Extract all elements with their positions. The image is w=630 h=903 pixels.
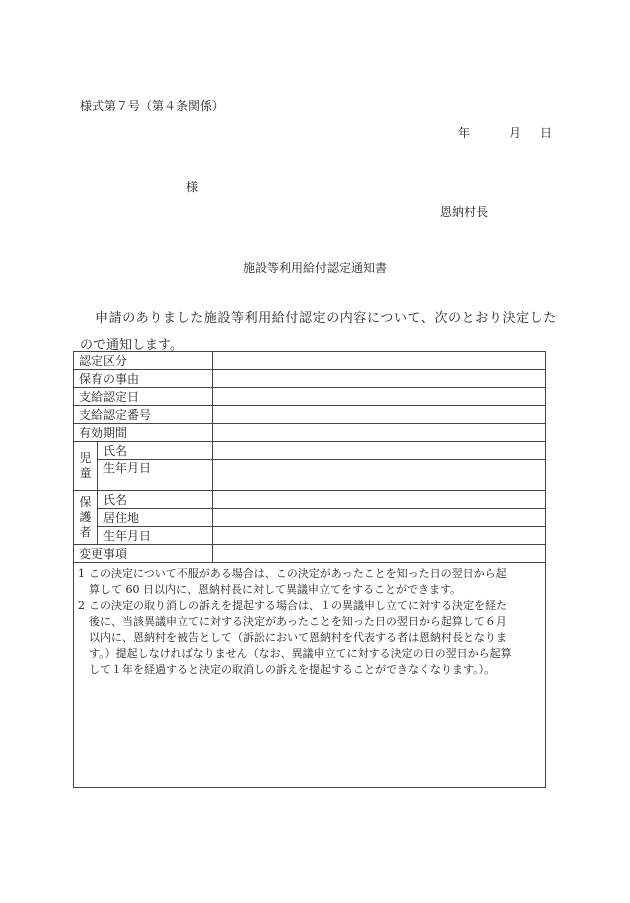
value-child-name	[213, 442, 546, 460]
table-row	[74, 563, 546, 788]
table-row	[74, 370, 546, 388]
value-payment-date	[213, 388, 546, 406]
child-label-char-1: 児	[79, 451, 92, 465]
intro-text-line-2: ので通知します。	[80, 338, 183, 353]
value-guardian-birthdate	[213, 527, 546, 545]
note-number: 1	[78, 567, 85, 580]
row-label-reason: 保育の事由	[74, 370, 213, 388]
note-line: 以内に、恩納村を被告として（訴訟において恩納村を代表する者は恩納村長となりま	[89, 631, 507, 644]
child-label-char-2: 童	[79, 466, 92, 480]
note-line: して１年を経過すると決定の取消しの訴えを提起することができなくなります。）。	[89, 663, 496, 676]
date-year-label: 年	[458, 126, 471, 140]
guardian-group-label	[74, 491, 98, 545]
guardian-label-char-3: 者	[79, 525, 92, 539]
document-title: 施設等利用給付認定通知書	[242, 261, 387, 275]
row-label-payment-number: 支給認定番号	[74, 406, 213, 424]
value-guardian-name	[213, 491, 546, 509]
table-row	[74, 442, 546, 460]
row-label-payment-date: 支給認定日	[74, 388, 213, 406]
date-day-label: 日	[540, 126, 553, 140]
table-row	[74, 424, 546, 442]
note-line: 後に、当該異議申立てに対する決定があったことを知った日の翌日から起算して６月	[89, 615, 507, 628]
addressee-suffix: 様	[186, 180, 199, 194]
value-category	[213, 352, 546, 370]
value-change	[213, 545, 546, 563]
table-row	[74, 509, 546, 527]
table-row	[74, 545, 546, 563]
guardian-label-char-2: 護	[79, 510, 92, 524]
table-row	[74, 460, 546, 491]
note-number: 2	[78, 599, 85, 612]
date-line	[458, 124, 552, 141]
row-label-guardian-name: 氏名	[98, 491, 213, 509]
note-line: この決定の取り消しの訴えを提起する場合は、１の異議申し立てに対する決定を経た	[89, 599, 507, 612]
intro-text-line-1: 申請のありました施設等利用給付認定の内容について、次のとおり決定した	[95, 311, 557, 326]
date-month-label: 月	[509, 126, 522, 140]
notes-cell	[74, 563, 546, 788]
value-child-birthdate	[213, 460, 546, 491]
row-label-guardian-address: 居住地	[98, 509, 213, 527]
value-valid-period	[213, 424, 546, 442]
table-row	[74, 388, 546, 406]
table-row	[74, 406, 546, 424]
value-guardian-address	[213, 509, 546, 527]
form-number-label: 様式第７号（第４条関係）	[80, 99, 225, 113]
row-label-valid-period: 有効期間	[74, 424, 213, 442]
table-row	[74, 491, 546, 509]
note-line: この決定について不服がある場合は、この決定があったことを知った日の翌日から起	[89, 567, 507, 580]
guardian-label-char-1: 保	[79, 495, 92, 509]
row-label-guardian-birthdate: 生年月日	[98, 527, 213, 545]
certification-table	[73, 351, 546, 788]
value-payment-number	[213, 406, 546, 424]
row-label-change: 変更事項	[74, 545, 213, 563]
row-label-category: 認定区分	[74, 352, 213, 370]
table-row	[74, 527, 546, 545]
table-row	[74, 352, 546, 370]
row-label-child-name: 氏名	[98, 442, 213, 460]
child-group-label	[74, 442, 98, 491]
note-line: 算して 60 日以内に、恩納村長に対して異議申立てをすることができます。	[89, 583, 462, 596]
value-reason	[213, 370, 546, 388]
note-item	[78, 566, 541, 598]
note-line: す。）提起しなければなりません（なお、異議申立てに対する決定の日の翌日から起算	[89, 647, 512, 660]
row-label-child-birthdate: 生年月日	[98, 460, 213, 491]
issuer-name: 恩納村長	[440, 205, 489, 219]
note-item	[78, 598, 541, 678]
